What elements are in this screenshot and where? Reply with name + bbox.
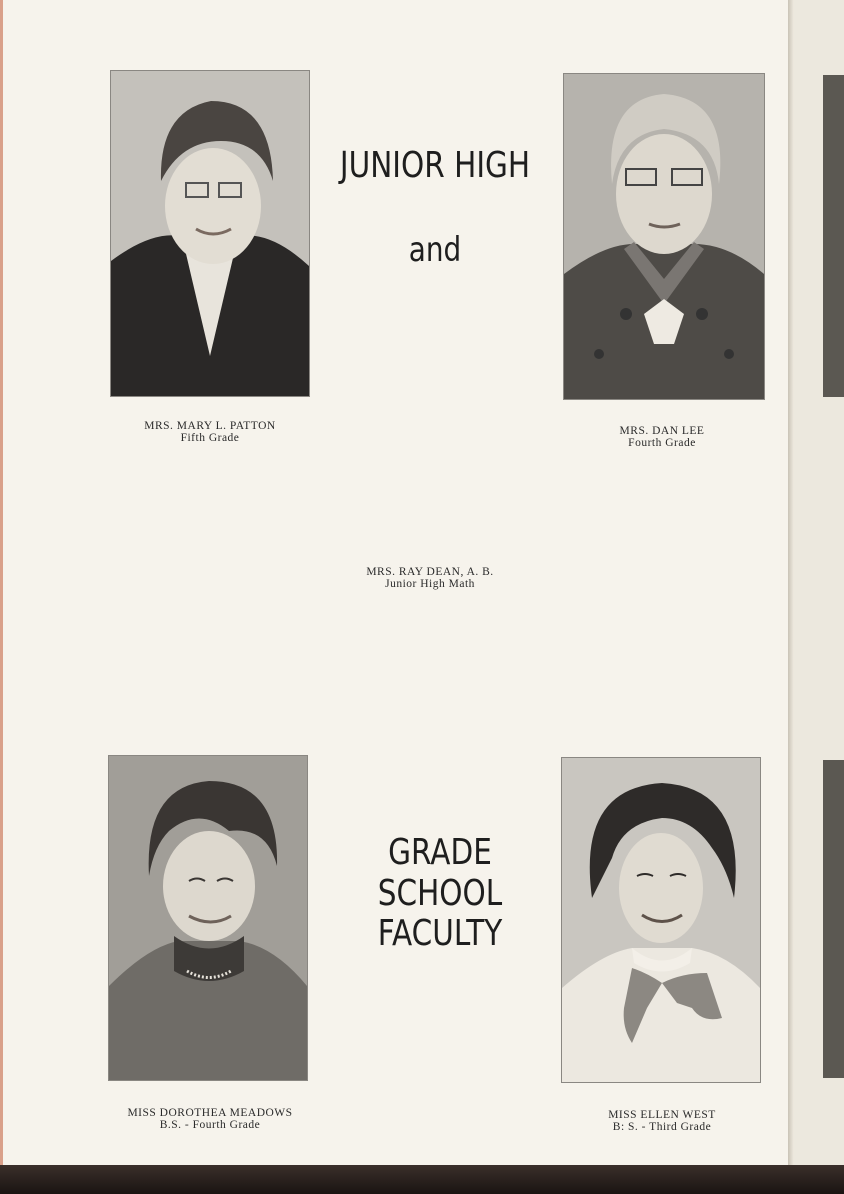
faculty-role: Fourth Grade [628, 437, 696, 449]
faculty-role: Junior High Math [385, 578, 475, 590]
heading-junior-high: JUNIOR HIGH [339, 145, 531, 186]
portrait-dan-lee [563, 73, 765, 400]
heading-faculty: FACULTY [377, 913, 503, 954]
caption-ray-dean [310, 566, 550, 590]
facing-page-photo-top [823, 75, 844, 397]
portrait-ellen-west [561, 757, 761, 1083]
caption-dan-lee [552, 425, 772, 449]
faculty-name: MRS. RAY DEAN, A. B. [366, 566, 494, 578]
portrait-mary-patton [110, 70, 310, 397]
faculty-role: Fifth Grade [180, 432, 240, 444]
faculty-role: B.S. - Fourth Grade [159, 1119, 261, 1131]
faculty-name: MISS ELLEN WEST [608, 1109, 716, 1121]
faculty-name: MRS. MARY L. PATTON [144, 420, 276, 432]
caption-ellen-west [552, 1109, 772, 1133]
heading-and: and [408, 230, 462, 270]
heading-grade-school: GRADE SCHOOL [377, 832, 503, 914]
page-bottom-edge [0, 1165, 844, 1194]
page-gutter-shadow [788, 0, 794, 1165]
faculty-name: MISS DOROTHEA MEADOWS [127, 1107, 293, 1119]
facing-page-photo-bottom [823, 760, 844, 1078]
faculty-name: MRS. DAN LEE [619, 425, 705, 437]
caption-mary-patton [100, 420, 320, 444]
faculty-role: B: S. - Third Grade [612, 1121, 712, 1133]
caption-dorothea-meadows [90, 1107, 330, 1131]
portrait-dorothea-meadows [108, 755, 308, 1081]
